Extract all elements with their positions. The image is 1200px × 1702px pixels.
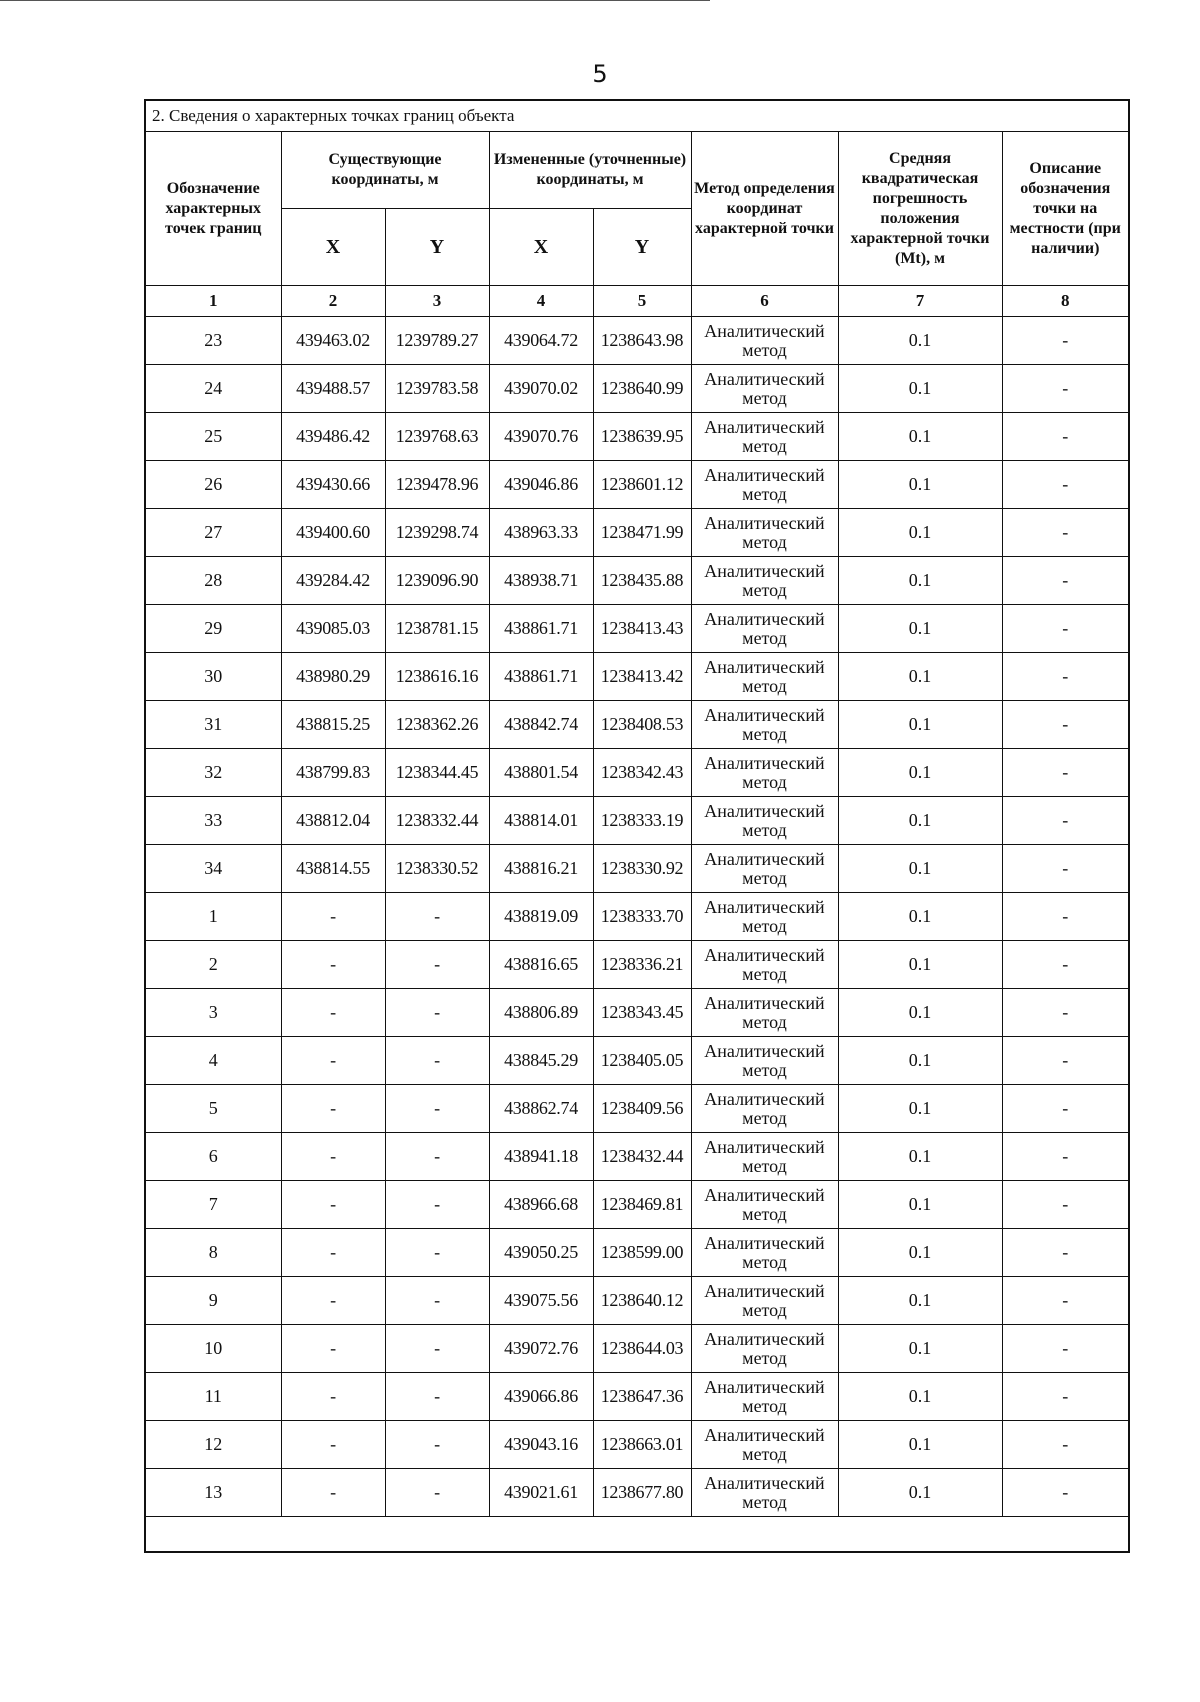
description-cell: - bbox=[1002, 893, 1129, 941]
changed-x-cell: 438801.54 bbox=[489, 749, 593, 797]
existing-y-cell: 1238344.45 bbox=[385, 749, 489, 797]
mt-cell: 0.1 bbox=[838, 1325, 1002, 1373]
table-row bbox=[145, 701, 1129, 749]
point-cell: 25 bbox=[145, 413, 281, 461]
description-cell: - bbox=[1002, 1133, 1129, 1181]
changed-y-cell: 1238413.42 bbox=[593, 653, 691, 701]
mt-cell: 0.1 bbox=[838, 701, 1002, 749]
existing-x-cell: 438812.04 bbox=[281, 797, 385, 845]
table-row bbox=[145, 653, 1129, 701]
description-cell: - bbox=[1002, 1421, 1129, 1469]
existing-y-cell: - bbox=[385, 1373, 489, 1421]
table-row bbox=[145, 461, 1129, 509]
column-number: 6 bbox=[691, 286, 838, 317]
description-cell: - bbox=[1002, 317, 1129, 365]
method-cell: Аналитический метод bbox=[691, 1229, 838, 1277]
changed-x-cell: 438819.09 bbox=[489, 893, 593, 941]
existing-x-cell: 438814.55 bbox=[281, 845, 385, 893]
changed-x-cell: 439043.16 bbox=[489, 1421, 593, 1469]
mt-cell: 0.1 bbox=[838, 797, 1002, 845]
method-cell: Аналитический метод bbox=[691, 605, 838, 653]
description-cell: - bbox=[1002, 1037, 1129, 1085]
changed-y-cell: 1238409.56 bbox=[593, 1085, 691, 1133]
mt-cell: 0.1 bbox=[838, 1469, 1002, 1517]
point-cell: 24 bbox=[145, 365, 281, 413]
existing-x-cell: - bbox=[281, 941, 385, 989]
changed-y-cell: 1238342.43 bbox=[593, 749, 691, 797]
existing-x-cell: 439463.02 bbox=[281, 317, 385, 365]
method-cell: Аналитический метод bbox=[691, 893, 838, 941]
table-title-row bbox=[145, 100, 1129, 132]
existing-x-cell: - bbox=[281, 1325, 385, 1373]
header-row bbox=[145, 132, 1129, 209]
existing-y-cell: 1239789.27 bbox=[385, 317, 489, 365]
changed-y-cell: 1238432.44 bbox=[593, 1133, 691, 1181]
mt-cell: 0.1 bbox=[838, 365, 1002, 413]
changed-x-cell: 439066.86 bbox=[489, 1373, 593, 1421]
table-row bbox=[145, 1469, 1129, 1517]
point-cell: 6 bbox=[145, 1133, 281, 1181]
mt-cell: 0.1 bbox=[838, 1373, 1002, 1421]
changed-y-cell: 1238343.45 bbox=[593, 989, 691, 1037]
changed-x-cell: 439046.86 bbox=[489, 461, 593, 509]
point-cell: 34 bbox=[145, 845, 281, 893]
column-number: 5 bbox=[593, 286, 691, 317]
changed-y-cell: 1238640.12 bbox=[593, 1277, 691, 1325]
existing-y-cell: - bbox=[385, 1181, 489, 1229]
point-cell: 11 bbox=[145, 1373, 281, 1421]
existing-y-cell: - bbox=[385, 989, 489, 1037]
changed-x-cell: 438941.18 bbox=[489, 1133, 593, 1181]
point-cell: 7 bbox=[145, 1181, 281, 1229]
existing-y-cell: - bbox=[385, 893, 489, 941]
table-row bbox=[145, 1421, 1129, 1469]
header-changed-x: X bbox=[489, 209, 593, 286]
existing-y-cell: - bbox=[385, 1133, 489, 1181]
method-cell: Аналитический метод bbox=[691, 701, 838, 749]
method-cell: Аналитический метод bbox=[691, 1325, 838, 1373]
column-numbers-row bbox=[145, 286, 1129, 317]
changed-x-cell: 438963.33 bbox=[489, 509, 593, 557]
table-row bbox=[145, 413, 1129, 461]
changed-y-cell: 1238601.12 bbox=[593, 461, 691, 509]
description-cell: - bbox=[1002, 797, 1129, 845]
point-cell: 28 bbox=[145, 557, 281, 605]
changed-x-cell: 438842.74 bbox=[489, 701, 593, 749]
changed-y-cell: 1238405.05 bbox=[593, 1037, 691, 1085]
point-cell: 32 bbox=[145, 749, 281, 797]
column-number: 8 bbox=[1002, 286, 1129, 317]
changed-y-cell: 1238677.80 bbox=[593, 1469, 691, 1517]
method-cell: Аналитический метод bbox=[691, 1277, 838, 1325]
table-row bbox=[145, 1133, 1129, 1181]
header-method: Метод определения координат характерной точки bbox=[691, 132, 838, 286]
description-cell: - bbox=[1002, 1181, 1129, 1229]
method-cell: Аналитический метод bbox=[691, 653, 838, 701]
existing-x-cell: 439284.42 bbox=[281, 557, 385, 605]
mt-cell: 0.1 bbox=[838, 1277, 1002, 1325]
point-cell: 5 bbox=[145, 1085, 281, 1133]
existing-y-cell: 1238330.52 bbox=[385, 845, 489, 893]
description-cell: - bbox=[1002, 1277, 1129, 1325]
mt-cell: 0.1 bbox=[838, 1229, 1002, 1277]
header-changed-coords: Измененные (уточненные) координаты, м bbox=[489, 132, 691, 209]
point-cell: 13 bbox=[145, 1469, 281, 1517]
changed-y-cell: 1238333.70 bbox=[593, 893, 691, 941]
method-cell: Аналитический метод bbox=[691, 1085, 838, 1133]
method-cell: Аналитический метод bbox=[691, 509, 838, 557]
changed-x-cell: 438845.29 bbox=[489, 1037, 593, 1085]
column-number: 7 bbox=[838, 286, 1002, 317]
existing-x-cell: - bbox=[281, 1469, 385, 1517]
description-cell: - bbox=[1002, 701, 1129, 749]
changed-y-cell: 1238663.01 bbox=[593, 1421, 691, 1469]
changed-x-cell: 439070.76 bbox=[489, 413, 593, 461]
mt-cell: 0.1 bbox=[838, 1133, 1002, 1181]
boundary-points-table bbox=[144, 99, 1130, 1553]
existing-x-cell: - bbox=[281, 1277, 385, 1325]
existing-x-cell: 439400.60 bbox=[281, 509, 385, 557]
existing-x-cell: - bbox=[281, 1085, 385, 1133]
changed-x-cell: 438814.01 bbox=[489, 797, 593, 845]
changed-x-cell: 439075.56 bbox=[489, 1277, 593, 1325]
method-cell: Аналитический метод bbox=[691, 797, 838, 845]
table-row bbox=[145, 317, 1129, 365]
existing-x-cell: 439486.42 bbox=[281, 413, 385, 461]
existing-y-cell: - bbox=[385, 1085, 489, 1133]
changed-y-cell: 1238435.88 bbox=[593, 557, 691, 605]
existing-y-cell: 1239096.90 bbox=[385, 557, 489, 605]
mt-cell: 0.1 bbox=[838, 509, 1002, 557]
method-cell: Аналитический метод bbox=[691, 845, 838, 893]
existing-x-cell: - bbox=[281, 1229, 385, 1277]
changed-y-cell: 1238469.81 bbox=[593, 1181, 691, 1229]
point-cell: 4 bbox=[145, 1037, 281, 1085]
method-cell: Аналитический метод bbox=[691, 1181, 838, 1229]
existing-y-cell: - bbox=[385, 1469, 489, 1517]
method-cell: Аналитический метод bbox=[691, 1469, 838, 1517]
column-number: 3 bbox=[385, 286, 489, 317]
description-cell: - bbox=[1002, 509, 1129, 557]
table-row bbox=[145, 989, 1129, 1037]
description-cell: - bbox=[1002, 653, 1129, 701]
point-cell: 31 bbox=[145, 701, 281, 749]
mt-cell: 0.1 bbox=[838, 989, 1002, 1037]
existing-x-cell: - bbox=[281, 893, 385, 941]
header-changed-y: Y bbox=[593, 209, 691, 286]
description-cell: - bbox=[1002, 941, 1129, 989]
method-cell: Аналитический метод bbox=[691, 941, 838, 989]
table-row bbox=[145, 749, 1129, 797]
existing-y-cell: - bbox=[385, 1421, 489, 1469]
table-row bbox=[145, 1373, 1129, 1421]
existing-y-cell: 1238616.16 bbox=[385, 653, 489, 701]
changed-x-cell: 439070.02 bbox=[489, 365, 593, 413]
column-number: 2 bbox=[281, 286, 385, 317]
table-row bbox=[145, 797, 1129, 845]
mt-cell: 0.1 bbox=[838, 941, 1002, 989]
header-existing-x: X bbox=[281, 209, 385, 286]
existing-y-cell: 1239478.96 bbox=[385, 461, 489, 509]
point-cell: 1 bbox=[145, 893, 281, 941]
column-number: 1 bbox=[145, 286, 281, 317]
changed-x-cell: 439072.76 bbox=[489, 1325, 593, 1373]
description-cell: - bbox=[1002, 749, 1129, 797]
method-cell: Аналитический метод bbox=[691, 1133, 838, 1181]
mt-cell: 0.1 bbox=[838, 605, 1002, 653]
existing-x-cell: - bbox=[281, 1133, 385, 1181]
changed-x-cell: 438938.71 bbox=[489, 557, 593, 605]
description-cell: - bbox=[1002, 1085, 1129, 1133]
table-row bbox=[145, 845, 1129, 893]
mt-cell: 0.1 bbox=[838, 845, 1002, 893]
table-title: 2. Сведения о характерных точках границ объекта bbox=[145, 100, 1129, 132]
changed-x-cell: 438816.65 bbox=[489, 941, 593, 989]
table-row bbox=[145, 941, 1129, 989]
description-cell: - bbox=[1002, 365, 1129, 413]
existing-x-cell: - bbox=[281, 1037, 385, 1085]
point-cell: 10 bbox=[145, 1325, 281, 1373]
changed-y-cell: 1238599.00 bbox=[593, 1229, 691, 1277]
mt-cell: 0.1 bbox=[838, 749, 1002, 797]
changed-x-cell: 438806.89 bbox=[489, 989, 593, 1037]
mt-cell: 0.1 bbox=[838, 557, 1002, 605]
mt-cell: 0.1 bbox=[838, 1085, 1002, 1133]
method-cell: Аналитический метод bbox=[691, 1373, 838, 1421]
point-cell: 9 bbox=[145, 1277, 281, 1325]
mt-cell: 0.1 bbox=[838, 1421, 1002, 1469]
mt-cell: 0.1 bbox=[838, 653, 1002, 701]
changed-x-cell: 439064.72 bbox=[489, 317, 593, 365]
existing-x-cell: - bbox=[281, 1181, 385, 1229]
changed-x-cell: 438816.21 bbox=[489, 845, 593, 893]
header-error: Средняя квадратическая погрешность положения характерной точки (Mt), м bbox=[838, 132, 1002, 286]
column-number: 4 bbox=[489, 286, 593, 317]
description-cell: - bbox=[1002, 989, 1129, 1037]
existing-y-cell: 1238781.15 bbox=[385, 605, 489, 653]
changed-y-cell: 1238330.92 bbox=[593, 845, 691, 893]
top-scan-line bbox=[0, 0, 710, 1]
existing-y-cell: 1239298.74 bbox=[385, 509, 489, 557]
header-point-designation: Обозначение характерных точек границ bbox=[145, 132, 281, 286]
point-cell: 26 bbox=[145, 461, 281, 509]
point-cell: 3 bbox=[145, 989, 281, 1037]
method-cell: Аналитический метод bbox=[691, 413, 838, 461]
existing-x-cell: 438799.83 bbox=[281, 749, 385, 797]
table-footer-cell bbox=[145, 1517, 1129, 1553]
description-cell: - bbox=[1002, 413, 1129, 461]
existing-x-cell: 438980.29 bbox=[281, 653, 385, 701]
table-row bbox=[145, 557, 1129, 605]
mt-cell: 0.1 bbox=[838, 1037, 1002, 1085]
existing-y-cell: 1238362.26 bbox=[385, 701, 489, 749]
point-cell: 29 bbox=[145, 605, 281, 653]
point-cell: 12 bbox=[145, 1421, 281, 1469]
point-cell: 8 bbox=[145, 1229, 281, 1277]
table-footer-row bbox=[145, 1517, 1129, 1553]
changed-x-cell: 439050.25 bbox=[489, 1229, 593, 1277]
mt-cell: 0.1 bbox=[838, 1181, 1002, 1229]
changed-y-cell: 1238408.53 bbox=[593, 701, 691, 749]
existing-y-cell: - bbox=[385, 1037, 489, 1085]
mt-cell: 0.1 bbox=[838, 461, 1002, 509]
table-body bbox=[145, 100, 1129, 1552]
existing-y-cell: - bbox=[385, 1325, 489, 1373]
changed-y-cell: 1238333.19 bbox=[593, 797, 691, 845]
existing-x-cell: - bbox=[281, 1421, 385, 1469]
changed-x-cell: 438861.71 bbox=[489, 605, 593, 653]
point-cell: 33 bbox=[145, 797, 281, 845]
existing-y-cell: - bbox=[385, 1277, 489, 1325]
existing-x-cell: 439430.66 bbox=[281, 461, 385, 509]
description-cell: - bbox=[1002, 557, 1129, 605]
changed-y-cell: 1238471.99 bbox=[593, 509, 691, 557]
description-cell: - bbox=[1002, 845, 1129, 893]
header-existing-y: Y bbox=[385, 209, 489, 286]
point-cell: 2 bbox=[145, 941, 281, 989]
changed-y-cell: 1238413.43 bbox=[593, 605, 691, 653]
changed-x-cell: 438862.74 bbox=[489, 1085, 593, 1133]
existing-x-cell: 438815.25 bbox=[281, 701, 385, 749]
method-cell: Аналитический метод bbox=[691, 317, 838, 365]
table-row bbox=[145, 365, 1129, 413]
changed-x-cell: 439021.61 bbox=[489, 1469, 593, 1517]
point-cell: 30 bbox=[145, 653, 281, 701]
changed-y-cell: 1238336.21 bbox=[593, 941, 691, 989]
table-row bbox=[145, 605, 1129, 653]
method-cell: Аналитический метод bbox=[691, 461, 838, 509]
existing-y-cell: 1239783.58 bbox=[385, 365, 489, 413]
changed-y-cell: 1238643.98 bbox=[593, 317, 691, 365]
table-row bbox=[145, 1037, 1129, 1085]
point-cell: 23 bbox=[145, 317, 281, 365]
mt-cell: 0.1 bbox=[838, 893, 1002, 941]
changed-y-cell: 1238644.03 bbox=[593, 1325, 691, 1373]
existing-x-cell: - bbox=[281, 1373, 385, 1421]
existing-x-cell: 439085.03 bbox=[281, 605, 385, 653]
changed-x-cell: 438966.68 bbox=[489, 1181, 593, 1229]
method-cell: Аналитический метод bbox=[691, 1421, 838, 1469]
table-row bbox=[145, 1085, 1129, 1133]
existing-y-cell: - bbox=[385, 1229, 489, 1277]
method-cell: Аналитический метод bbox=[691, 749, 838, 797]
method-cell: Аналитический метод bbox=[691, 557, 838, 605]
mt-cell: 0.1 bbox=[838, 413, 1002, 461]
table-row bbox=[145, 1325, 1129, 1373]
table-row bbox=[145, 1277, 1129, 1325]
point-cell: 27 bbox=[145, 509, 281, 557]
description-cell: - bbox=[1002, 1373, 1129, 1421]
description-cell: - bbox=[1002, 605, 1129, 653]
header-description: Описание обозначения точки на местности (при наличии) bbox=[1002, 132, 1129, 286]
header-existing-coords: Существующие координаты, м bbox=[281, 132, 489, 209]
table-row bbox=[145, 1181, 1129, 1229]
description-cell: - bbox=[1002, 1469, 1129, 1517]
existing-x-cell: 439488.57 bbox=[281, 365, 385, 413]
table-row bbox=[145, 509, 1129, 557]
table-row bbox=[145, 1229, 1129, 1277]
existing-y-cell: - bbox=[385, 941, 489, 989]
description-cell: - bbox=[1002, 1229, 1129, 1277]
existing-y-cell: 1239768.63 bbox=[385, 413, 489, 461]
changed-x-cell: 438861.71 bbox=[489, 653, 593, 701]
method-cell: Аналитический метод bbox=[691, 365, 838, 413]
changed-y-cell: 1238640.99 bbox=[593, 365, 691, 413]
existing-x-cell: - bbox=[281, 989, 385, 1037]
method-cell: Аналитический метод bbox=[691, 989, 838, 1037]
method-cell: Аналитический метод bbox=[691, 1037, 838, 1085]
description-cell: - bbox=[1002, 461, 1129, 509]
changed-y-cell: 1238639.95 bbox=[593, 413, 691, 461]
table-row bbox=[145, 893, 1129, 941]
page-number: 5 bbox=[592, 60, 608, 88]
description-cell: - bbox=[1002, 1325, 1129, 1373]
existing-y-cell: 1238332.44 bbox=[385, 797, 489, 845]
mt-cell: 0.1 bbox=[838, 317, 1002, 365]
changed-y-cell: 1238647.36 bbox=[593, 1373, 691, 1421]
